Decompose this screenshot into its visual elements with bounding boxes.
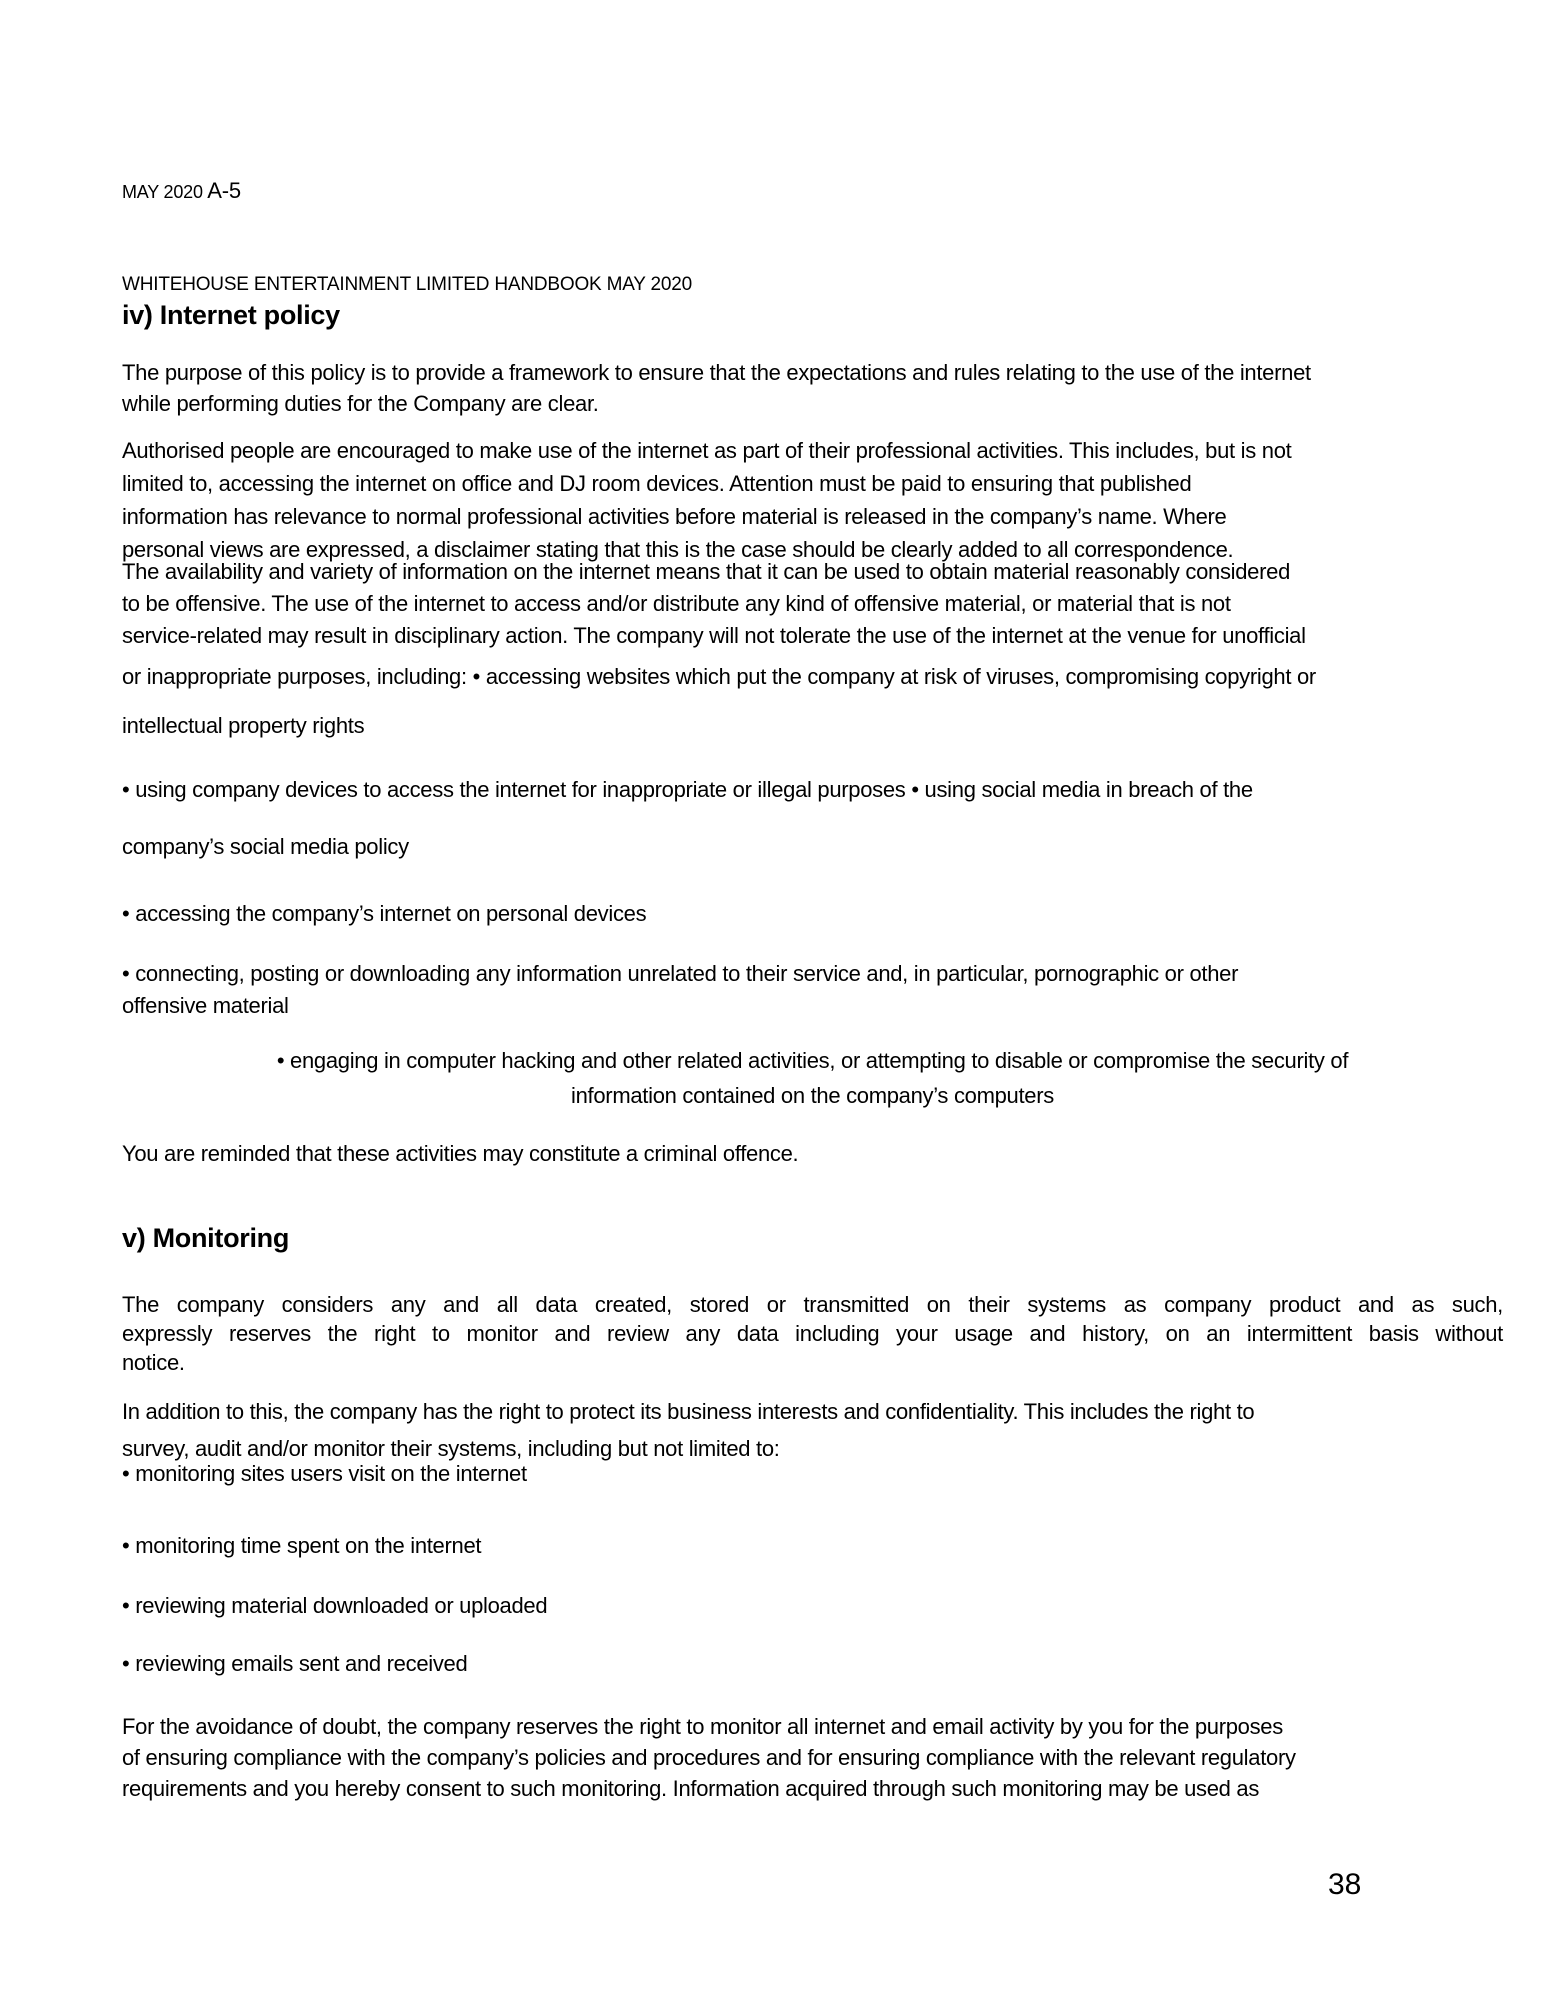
text-line: • engaging in computer hacking and other related activities, or attempting to disable or compromise the security of	[276, 1048, 1349, 1073]
text-line: to be offensive. The use of the internet to access and/or distribute any kind of offensive material, or material that is not	[122, 591, 1231, 616]
text-line: company’s social media policy	[122, 834, 409, 859]
text-line: The availability and variety of information on the internet means that it can be used to obtain material reasonably considered	[122, 559, 1291, 584]
text-line: limited to, accessing the internet on office and DJ room devices. Attention must be paid to ensuring that published	[122, 471, 1192, 496]
text-line: information has relevance to normal professional activities before material is released in the company’s name. Where	[122, 504, 1227, 529]
text-line: • connecting, posting or downloading any information unrelated to their service and, in particular, pornographic or other	[122, 961, 1239, 986]
avoidance-of-doubt-paragraph	[122, 1711, 1503, 1804]
text-line: notice.	[122, 1350, 185, 1375]
intellectual-property-line	[122, 710, 1503, 741]
bullet-connecting-posting	[122, 958, 1503, 1022]
corner-note	[122, 178, 241, 204]
text-line: of ensuring compliance with the company’s policies and procedures and for ensuring compliance with the relevant regulatory	[122, 1745, 1296, 1770]
corner-date: MAY 2020	[122, 182, 203, 202]
policy-purpose-paragraph	[122, 357, 1503, 419]
text-line: • monitoring time spent on the internet	[122, 1533, 482, 1558]
text-line: • monitoring sites users visit on the internet	[122, 1461, 527, 1486]
page-number: 38	[1328, 1868, 1362, 1901]
text-line: expressly reserves the right to monitor and review any data including your usage and history, on an intermittent basis without	[122, 1321, 1503, 1346]
monitoring-rights-paragraph	[122, 1393, 1503, 1467]
text-line: You are reminded that these activities may constitute a criminal offence.	[122, 1141, 799, 1166]
text-line: requirements and you hereby consent to such monitoring. Information acquired through such monitoring may be used as	[122, 1776, 1260, 1801]
bullet-reviewing-material	[122, 1590, 1503, 1621]
text-line: • accessing the company’s internet on personal devices	[122, 901, 647, 926]
monitoring-title: v) Monitoring	[122, 1223, 290, 1253]
text-line: offensive material	[122, 993, 289, 1018]
text-line: The purpose of this policy is to provide a framework to ensure that the expectations and rules relating to the use of the internet	[122, 360, 1311, 385]
handbook-header: WHITEHOUSE ENTERTAINMENT LIMITED HANDBOOK MAY 2020	[122, 274, 692, 295]
authorised-use-paragraph	[122, 434, 1503, 566]
text-line: while performing duties for the Company are clear.	[122, 391, 599, 416]
inappropriate-purposes-line	[122, 661, 1503, 692]
bullet-computer-hacking	[122, 1043, 1503, 1113]
bullet-monitoring-time	[122, 1530, 1503, 1561]
text-line: or inappropriate purposes, including: • accessing websites which put the company at risk of viruses, compromising copyright or	[122, 664, 1316, 689]
bullet-monitoring-sites	[122, 1458, 1503, 1489]
bullet-reviewing-emails	[122, 1648, 1503, 1679]
text-line: The company considers any and all data created, stored or transmitted on their systems as company product and as such,	[122, 1292, 1503, 1317]
text-line: • reviewing material downloaded or uploaded	[122, 1593, 548, 1618]
corner-ref: A-5	[207, 178, 241, 203]
criminal-offence-note	[122, 1138, 1503, 1169]
bullet-company-devices	[122, 774, 1503, 805]
internet-policy-title: iv) Internet policy	[122, 300, 340, 330]
monitoring-data-paragraph	[122, 1290, 1503, 1377]
text-line: For the avoidance of doubt, the company reserves the right to monitor all internet and email activity by you for the purposes	[122, 1714, 1283, 1739]
text-line: Authorised people are encouraged to make use of the internet as part of their professional activities. This includes, but is not	[122, 438, 1292, 463]
text-line: information contained on the company’s computers	[571, 1083, 1054, 1108]
bullet-social-media-policy	[122, 831, 1503, 862]
text-line: survey, audit and/or monitor their systems, including but not limited to:	[122, 1436, 780, 1461]
bullet-personal-devices	[122, 898, 1503, 929]
text-line: • reviewing emails sent and received	[122, 1651, 468, 1676]
text-line: In addition to this, the company has the right to protect its business interests and confidentiality. This includes the right to	[122, 1399, 1255, 1424]
text-line: intellectual property rights	[122, 713, 365, 738]
text-line: personal views are expressed, a disclaimer stating that this is the case should be clearly added to all correspondence.	[122, 537, 1234, 562]
offensive-material-paragraph	[122, 556, 1503, 652]
text-line: service-related may result in disciplinary action. The company will not tolerate the use of the internet at the venue for unofficial	[122, 623, 1306, 648]
text-line: • using company devices to access the internet for inappropriate or illegal purposes • using social media in breach of the	[122, 777, 1253, 802]
